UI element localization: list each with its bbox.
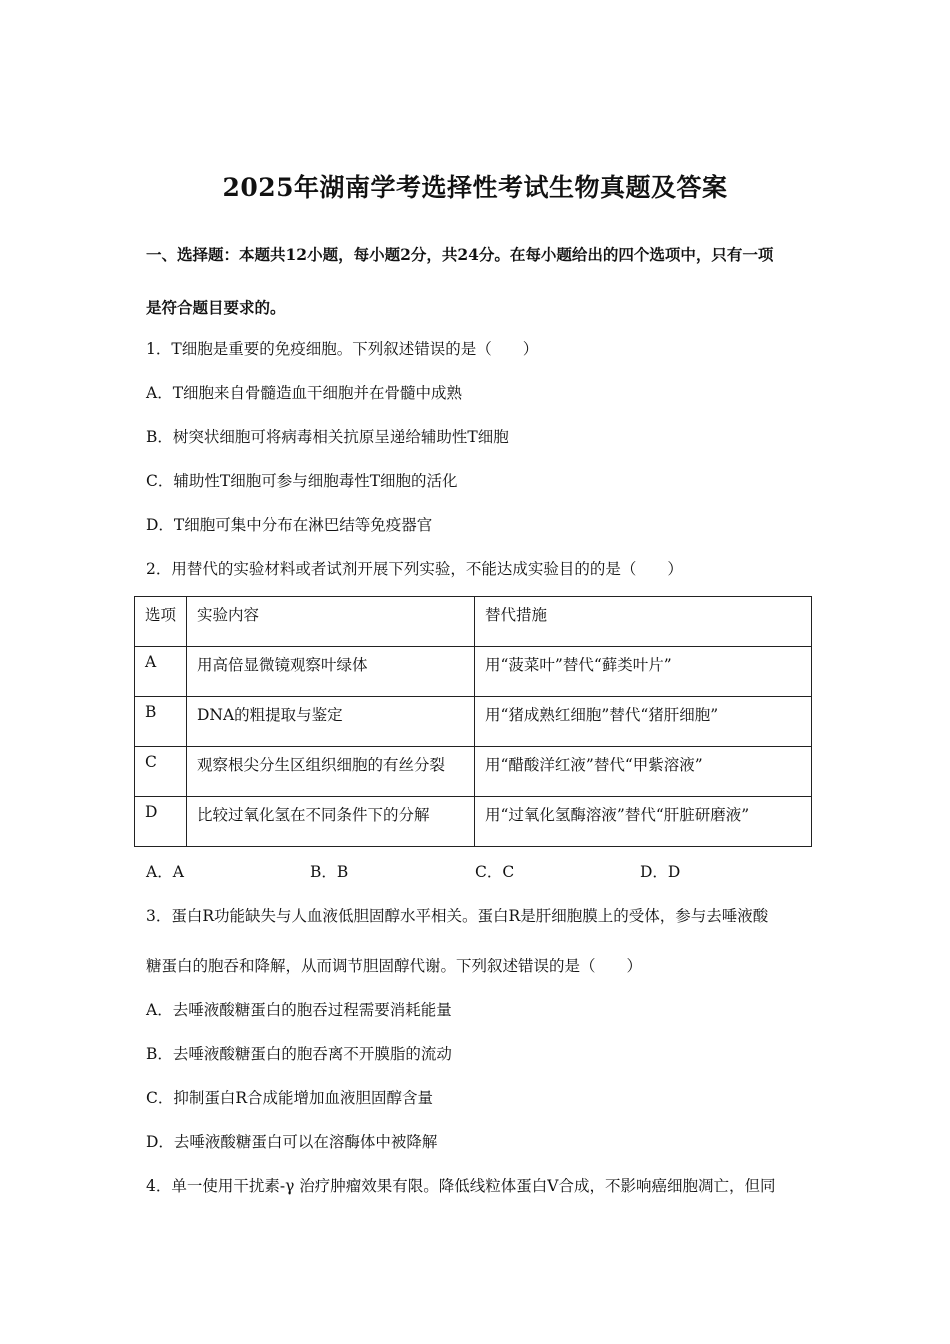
- table-header-cell: 替代措施: [475, 597, 812, 647]
- question-3-option-a: A．去唾液酸糖蛋白的胞吞过程需要消耗能量: [146, 1001, 452, 1019]
- question-1-option-c: C．辅助性T细胞可参与细胞毒性T细胞的活化: [146, 472, 458, 490]
- table-row: [135, 797, 812, 847]
- question-2-choice-d: D．D: [640, 863, 681, 881]
- table-cell: 比较过氧化氢在不同条件下的分解: [187, 797, 475, 847]
- question-1-option-d: D．T细胞可集中分布在淋巴结等免疫器官: [146, 516, 433, 534]
- page-title: 2025年湖南学考选择性考试生物真题及答案: [222, 173, 728, 202]
- question-2-choices: [146, 860, 826, 880]
- table-cell: B: [135, 697, 187, 747]
- table-cell: C: [135, 747, 187, 797]
- question-2-choice-c: C．C: [475, 863, 515, 881]
- table-cell: 用“醋酸洋红液”替代“甲紫溶液”: [475, 747, 812, 797]
- question-3-option-c: C．抑制蛋白R合成能增加血液胆固醇含量: [146, 1089, 434, 1107]
- table-cell: 用“菠菜叶”替代“藓类叶片”: [475, 647, 812, 697]
- question-3-stem-line-2: 糖蛋白的胞吞和降解，从而调节胆固醇代谢。下列叙述错误的是（ ）: [146, 957, 643, 975]
- question-3-option-b: B．去唾液酸糖蛋白的胞吞离不开膜脂的流动: [146, 1045, 452, 1063]
- table-row: [135, 647, 812, 697]
- table-cell: 用高倍显微镜观察叶绿体: [187, 647, 475, 697]
- question-2-choice-b: B．B: [310, 863, 349, 881]
- table-cell: D: [135, 797, 187, 847]
- question-3-stem-line-1: 3．蛋白R功能缺失与人血液低胆固醇水平相关。蛋白R是肝细胞膜上的受体，参与去唾液酸: [146, 907, 769, 925]
- table-header-cell: 选项: [135, 597, 187, 647]
- question-3-option-d: D．去唾液酸糖蛋白可以在溶酶体中被降解: [146, 1133, 438, 1151]
- table-cell: 用“猪成熟红细胞”替代“猪肝细胞”: [475, 697, 812, 747]
- table-row: [135, 747, 812, 797]
- question-1-option-b: B．树突状细胞可将病毒相关抗原呈递给辅助性T细胞: [146, 428, 509, 446]
- question-1-stem: 1．T细胞是重要的免疫细胞。下列叙述错误的是（ ）: [146, 340, 539, 358]
- table-header-cell: 实验内容: [187, 597, 475, 647]
- table-cell: A: [135, 647, 187, 697]
- table-cell: 观察根尖分生区组织细胞的有丝分裂: [187, 747, 475, 797]
- table-header-row: [135, 597, 812, 647]
- question-2-stem: 2．用替代的实验材料或者试剂开展下列实验，不能达成实验目的的是（ ）: [146, 560, 683, 578]
- table-cell: DNA的粗提取与鉴定: [187, 697, 475, 747]
- section-heading-line-1: 一、选择题：本题共12小题，每小题2分，共24分。在每小题给出的四个选项中，只有一项: [146, 245, 774, 264]
- section-heading-line-2: 是符合题目要求的。: [146, 298, 286, 317]
- question-2-table: [134, 596, 812, 847]
- question-2-choice-a: A．A: [146, 863, 184, 881]
- table-cell: 用“过氧化氢酶溶液”替代“肝脏研磨液”: [475, 797, 812, 847]
- question-1-option-a: A．T细胞来自骨髓造血干细胞并在骨髓中成熟: [146, 384, 463, 402]
- table-row: [135, 697, 812, 747]
- question-4-stem-line-1: 4．单一使用干扰素-γ 治疗肿瘤效果有限。降低线粒体蛋白V合成，不影响癌细胞凋亡，但同: [146, 1177, 776, 1195]
